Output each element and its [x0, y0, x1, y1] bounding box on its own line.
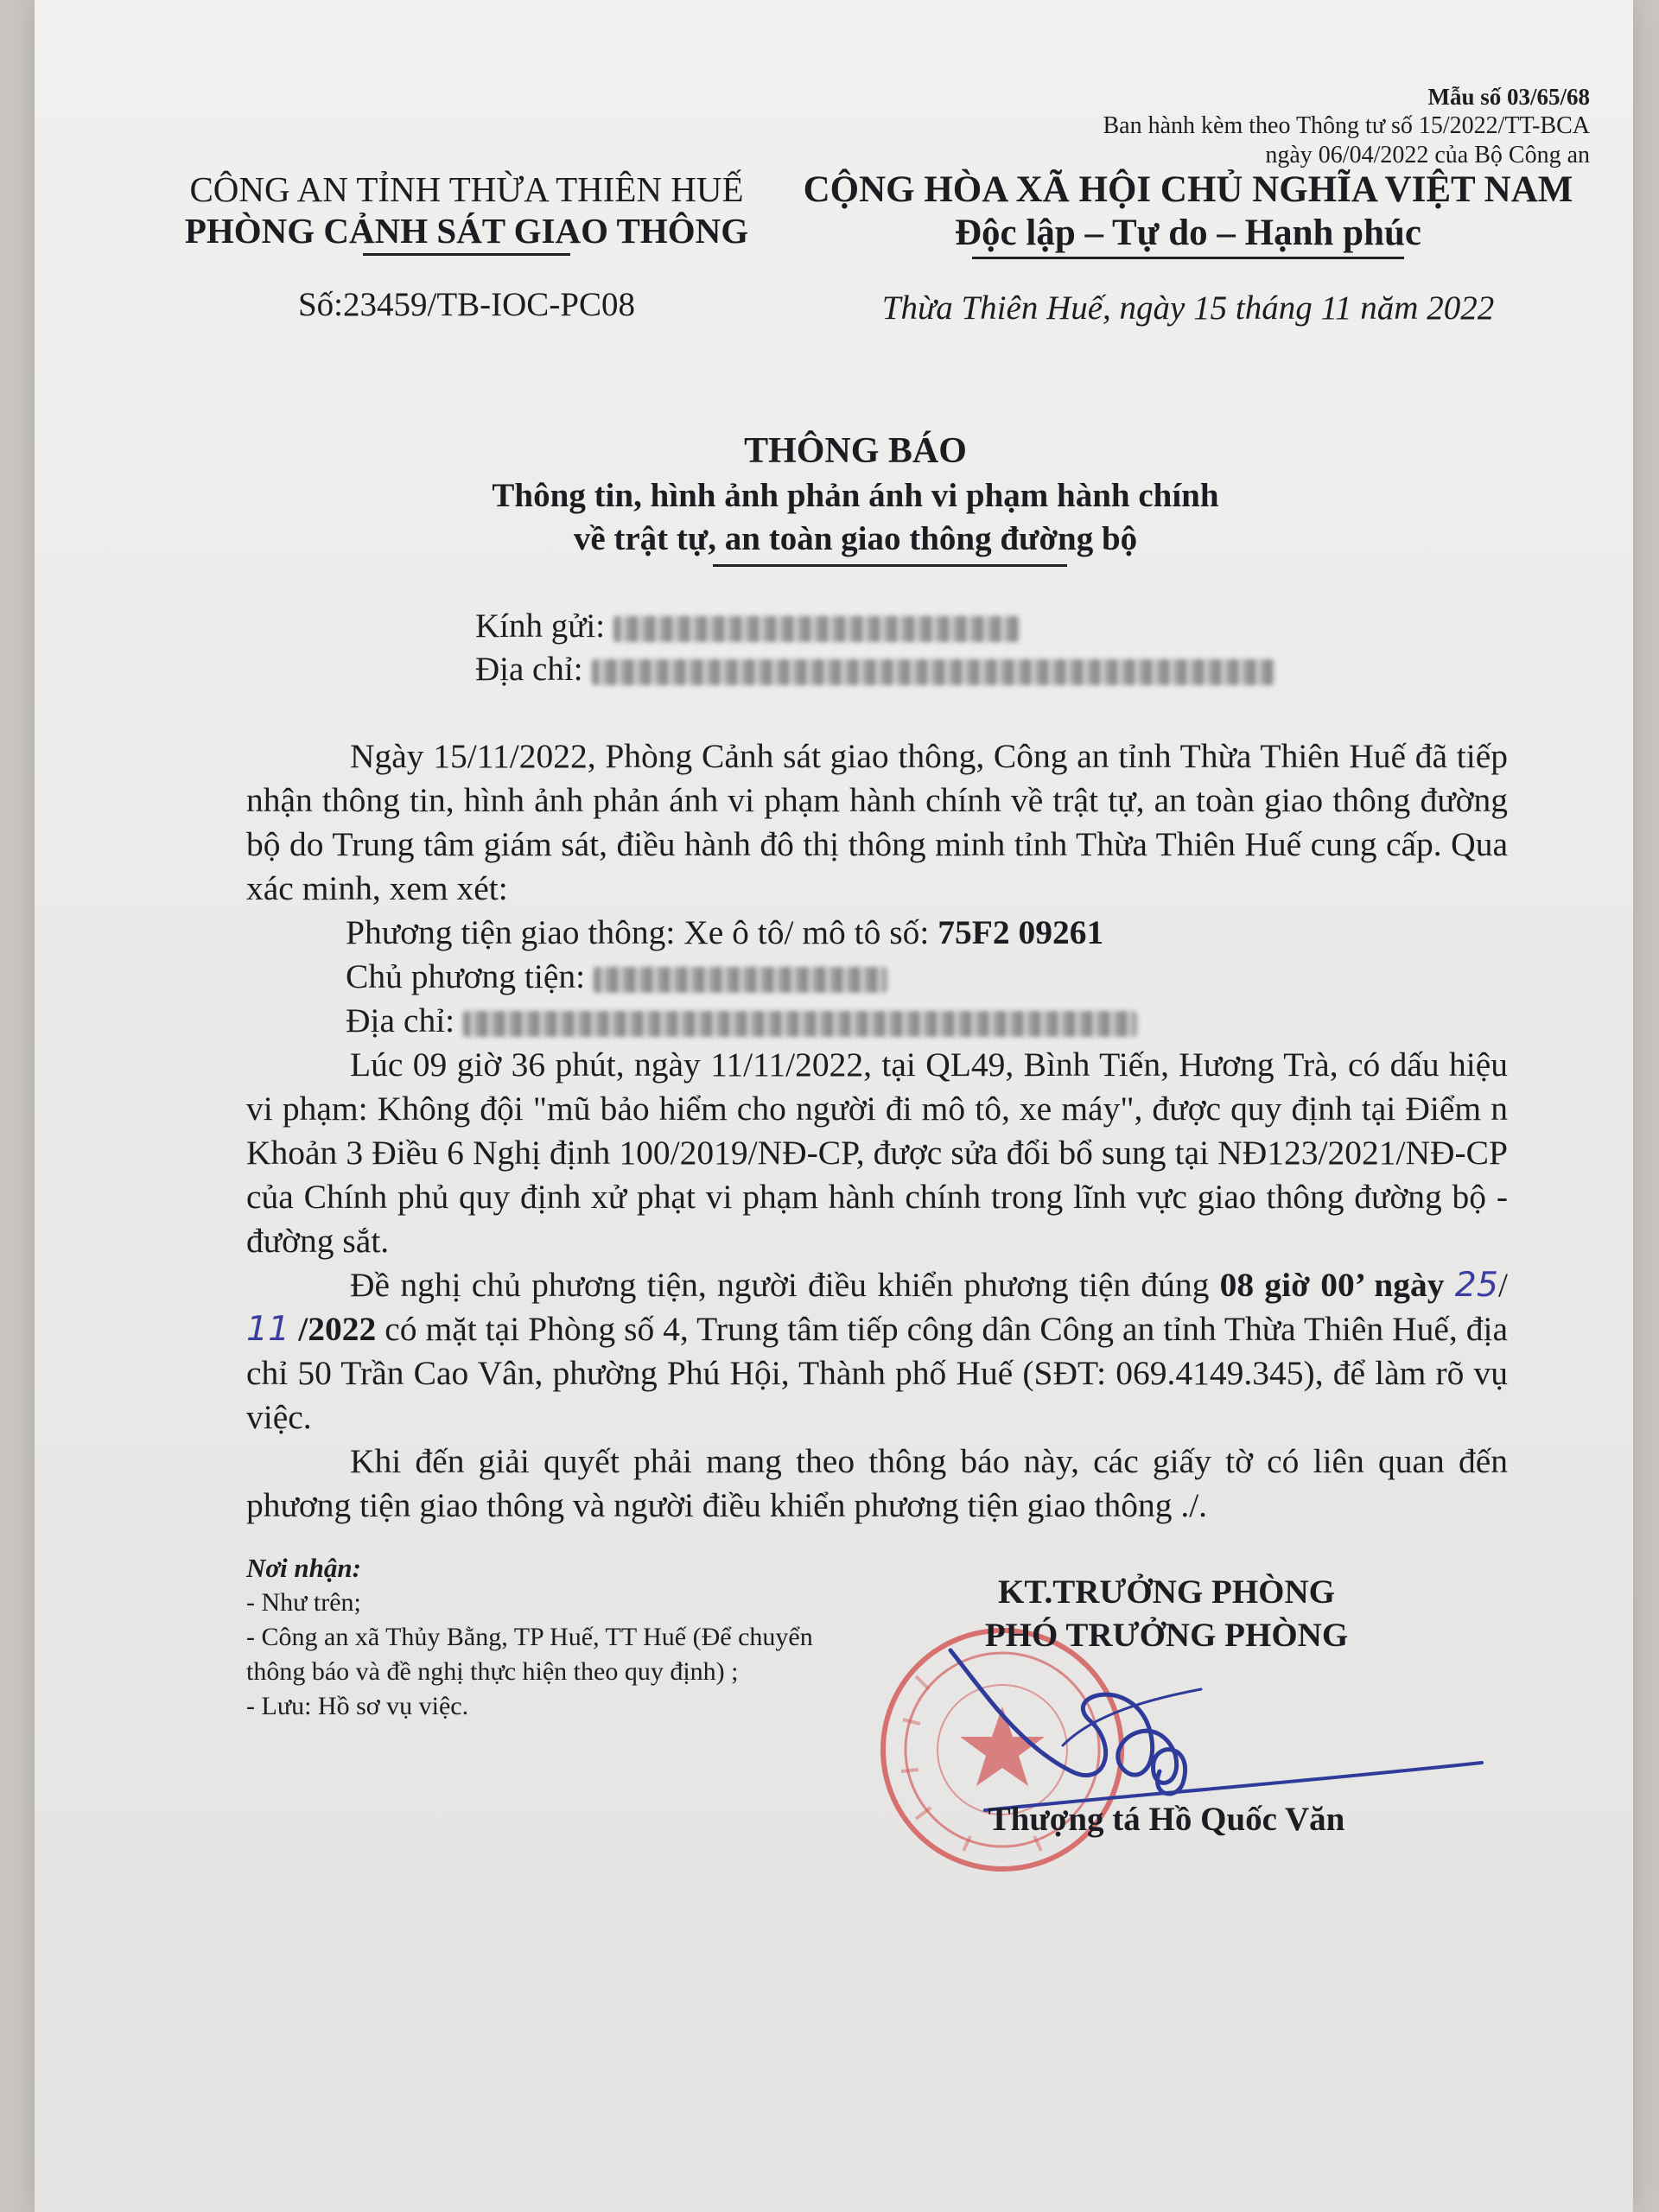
- national-name: CỘNG HÒA XÃ HỘI CHỦ NGHĨA VIỆT NAM: [803, 169, 1573, 210]
- recipients-heading: Nơi nhận:: [246, 1553, 361, 1583]
- recipient-block: [475, 605, 1274, 691]
- agency-name: PHÒNG CẢNH SÁT GIAO THÔNG: [184, 211, 749, 251]
- body-paragraph-1: Ngày 15/11/2022, Phòng Cảnh sát giao thông, Công an tỉnh Thừa Thiên Huế đã tiếp nhận thông tin, hình ảnh phản ánh vi phạm hành chính về trật tự, an toàn giao thông đường bộ do Trung tâm giám sát, điều hành đô thị thông minh tỉnh Thừa Thiên Huế cung cấp. Qua xác minh, xem xét:: [246, 737, 1508, 907]
- body-paragraph-2: Lúc 09 giờ 36 phút, ngày 11/11/2022, tại QL49, Bình Tiến, Hương Trà, có dấu hiệu vi phạm: Không đội "mũ bảo hiểm cho người đi mô tô, xe máy", được quy định tại Điểm n Khoản 3 Điều 6 Nghị định 100/2019/NĐ-CP, được sửa đổi bổ sung tại NĐ123/2021/NĐ-CP của Chính phủ quy định xử phạt vi phạm hành chính trong lĩnh vực giao thông đường bộ - đường sắt.: [246, 1046, 1508, 1260]
- recipients-item: - Công an xã Thủy Bằng, TP Huế, TT Huế (Để chuyển thông báo và đề nghị thực hiện theo quy định) ;: [246, 1623, 813, 1686]
- vehicle-line: [246, 911, 1508, 955]
- appointment-year: /2022: [298, 1310, 377, 1348]
- document-body: [246, 734, 1508, 1528]
- agency-parent: CÔNG AN TỈNH THỪA THIÊN HUẾ: [189, 169, 744, 209]
- recipients-item: - Như trên;: [246, 1588, 361, 1617]
- appointment-time: 08 giờ 00’ ngày: [1219, 1266, 1445, 1304]
- appointment-day-handwritten: 25: [1454, 1265, 1499, 1305]
- place-date: Thừa Thiên Huế, ngày 15 tháng 11 năm 2022: [881, 289, 1495, 327]
- vehicle-label: Phương tiện giao thông: Xe ô tô/ mô tô số:: [346, 913, 930, 951]
- date-separator: /: [1498, 1266, 1509, 1304]
- signer-name: Thượng tá Hồ Quốc Văn: [988, 1801, 1345, 1838]
- owner-label: Chủ phương tiện:: [346, 957, 586, 995]
- form-reference: [933, 82, 1590, 170]
- recipient-address-label: Địa chỉ:: [475, 651, 583, 688]
- document-title: [121, 428, 1590, 567]
- recipients-item: - Lưu: Hồ sơ vụ việc.: [246, 1692, 469, 1720]
- signer-title-2: PHÓ TRƯỞNG PHÒNG: [984, 1617, 1349, 1654]
- p3-start: Đề nghị chủ phương tiện, người điều khiển phương tiện đúng: [350, 1266, 1210, 1304]
- national-motto: Độc lập – Tự do – Hạnh phúc: [955, 213, 1421, 253]
- form-code: Mẫu số 03/65/68: [1427, 84, 1590, 110]
- owner-address-label: Địa chỉ:: [346, 1001, 455, 1039]
- recipient-address: [475, 648, 1274, 691]
- document-page: [35, 0, 1633, 2212]
- agency-header: [147, 168, 786, 324]
- redacted-recipient-name: [613, 616, 1020, 642]
- appointment-month-handwritten: 11: [246, 1309, 290, 1349]
- agency-underline: [363, 253, 570, 256]
- p3-rest: có mặt tại Phòng số 4, Trung tâm tiếp công dân Công an tỉnh Thừa Thiên Huế, địa chỉ 50 Trần Cao Vân, phường Phú Hội, Thành phố Huế (SĐT: 069.4149.345), để làm rõ vụ việc.: [246, 1310, 1509, 1436]
- signer-title-1: KT.TRƯỞNG PHÒNG: [998, 1573, 1335, 1611]
- owner-line: [246, 955, 1508, 999]
- title-main: THÔNG BÁO: [744, 431, 967, 471]
- motto-underline: [972, 257, 1404, 259]
- form-issued-date: ngày 06/04/2022 của Bộ Công an: [1265, 142, 1590, 168]
- redacted-owner-address: [463, 1011, 1137, 1037]
- title-sub-2: về trật tự, an toàn giao thông đường bộ: [573, 520, 1138, 557]
- redacted-recipient-address: [592, 659, 1274, 685]
- national-header: [786, 168, 1590, 327]
- signature-block: [950, 1571, 1382, 1839]
- vehicle-plate: 75F2 09261: [938, 913, 1104, 951]
- document-number: Số:23459/TB-IOC-PC08: [297, 286, 636, 323]
- recipient-to: [475, 605, 1274, 648]
- recipients-list: [246, 1551, 851, 1724]
- form-issued-line: Ban hành kèm theo Thông tư số 15/2022/TT-BCA: [1103, 112, 1590, 139]
- body-paragraph-4: Khi đến giải quyết phải mang theo thông báo này, các giấy tờ có liên quan đến phương tiện giao thông và người điều khiển phương tiện giao thông ./.: [246, 1442, 1508, 1524]
- owner-address-line: [246, 999, 1508, 1043]
- body-paragraph-3: [246, 1263, 1508, 1440]
- recipient-to-label: Kính gửi:: [475, 607, 606, 645]
- title-sub-1: Thông tin, hình ảnh phản ánh vi phạm hành chính: [492, 477, 1219, 514]
- redacted-owner-name: [594, 967, 887, 993]
- title-underline: [713, 564, 1067, 567]
